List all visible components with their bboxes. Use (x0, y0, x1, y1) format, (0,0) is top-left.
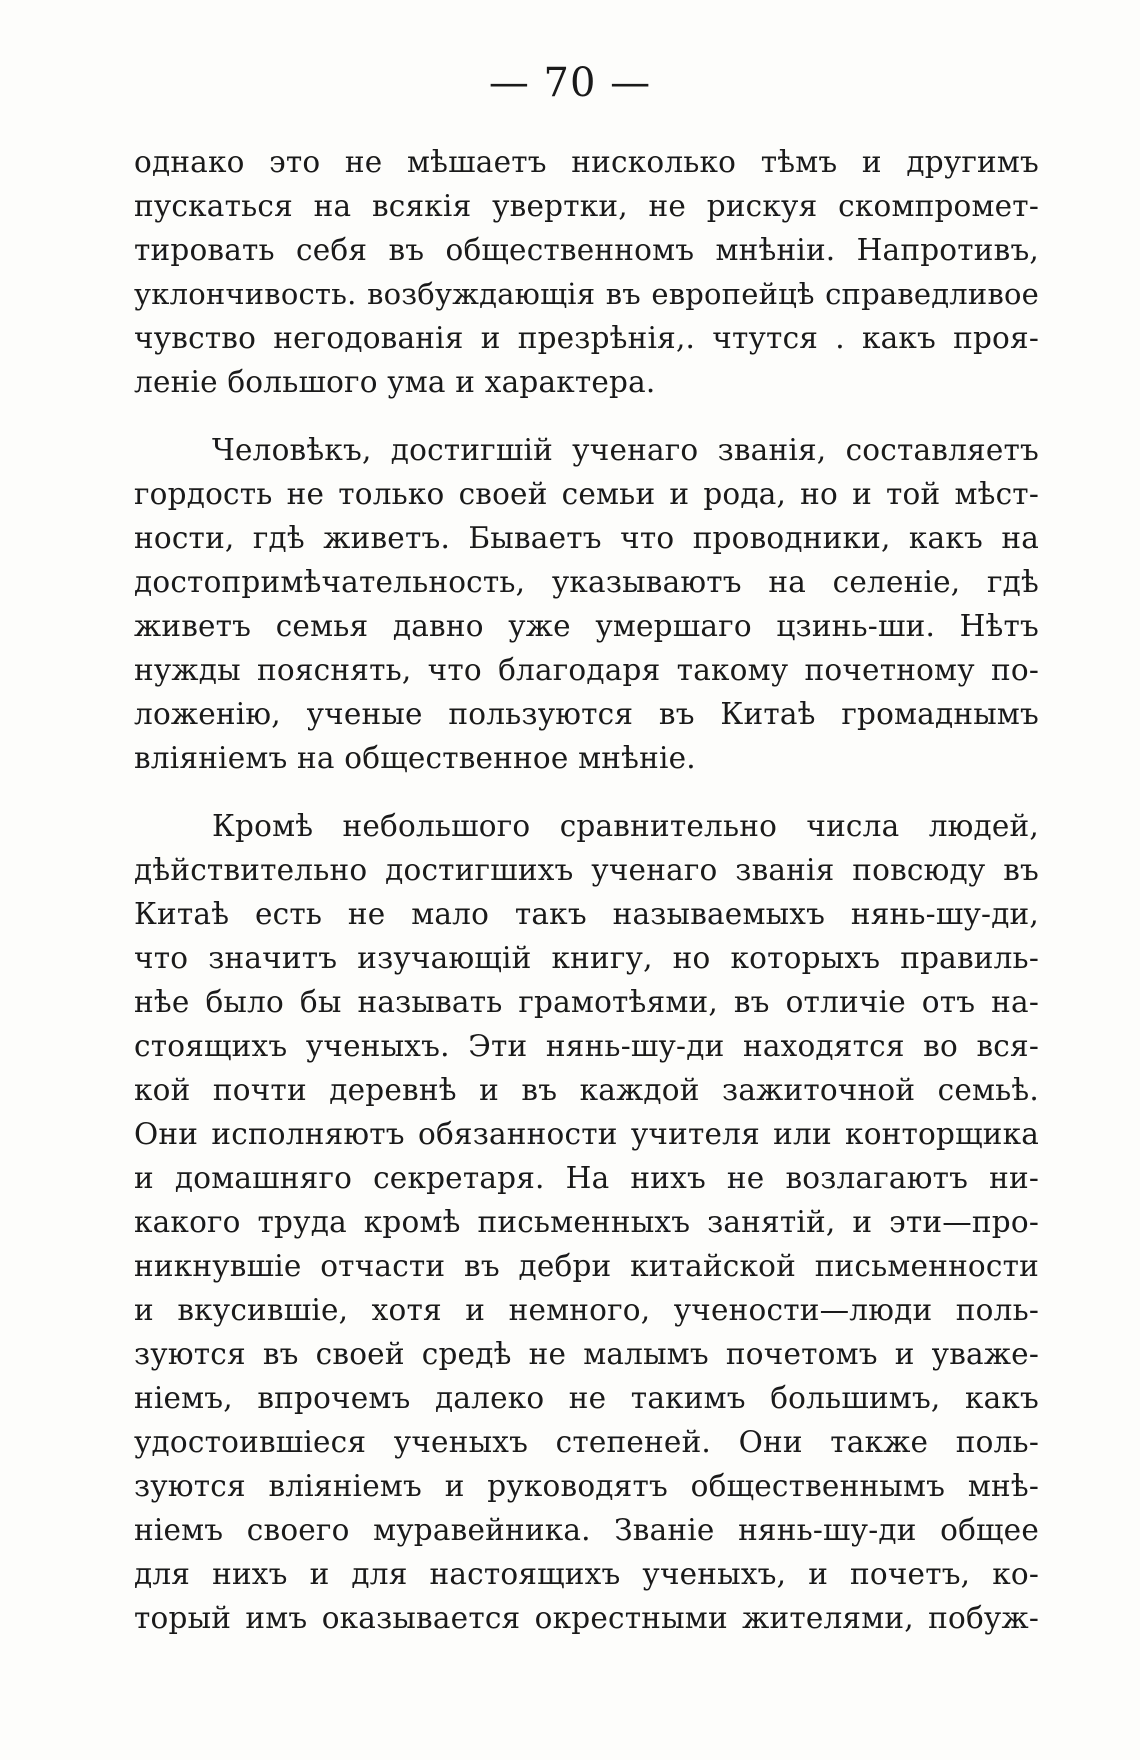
text-line: Кромѣ небольшого сравнительно числа людей, (212, 809, 1039, 843)
text-line: леніе большого ума и характера. (134, 365, 656, 399)
text-line: кой почти деревнѣ и въ каждой зажиточной семьѣ. (134, 1073, 1039, 1107)
paragraph-2 (134, 428, 1039, 780)
text-line: и вкусившіе, хотя и немного, учености—люди поль- (134, 1293, 1039, 1327)
text-line: Китаѣ есть не мало такъ называемыхъ нянь-шу-ди, (134, 897, 1039, 931)
text-line: пускаться на всякія увертки, не рискуя скомпромет- (134, 189, 1039, 223)
text-line: для нихъ и для настоящихъ ученыхъ, и почетъ, ко- (134, 1557, 1039, 1591)
text-line: никнувшіе отчасти въ дебри китайской письменности (134, 1249, 1039, 1283)
text-line: удостоившіеся ученыхъ степеней. Они также поль- (134, 1425, 1039, 1459)
text-line: гордость не только своей семьи и рода, но и той мѣст- (134, 477, 1039, 511)
text-line: живетъ семья давно уже умершаго цзинь-ши. Нѣтъ (134, 609, 1039, 643)
text-line: Они исполняютъ обязанности учителя или конторщика (134, 1117, 1039, 1151)
text-line: ніемъ, впрочемъ далеко не такимъ большимъ, какъ (134, 1381, 1039, 1415)
text-line: торый имъ оказывается окрестными жителями, побуж- (134, 1601, 1039, 1635)
text-line: дѣйствительно достигшихъ ученаго званія повсюду въ (134, 853, 1039, 887)
text-line: зуются вліяніемъ и руководятъ общественнымъ мнѣ- (134, 1469, 1039, 1503)
text-line: ности, гдѣ живетъ. Бываетъ что проводники, какъ на (134, 521, 1039, 555)
text-line: ложенію, ученые пользуются въ Китаѣ громаднымъ (134, 697, 1039, 731)
text-line: достопримѣчательность, указываютъ на селеніе, гдѣ (134, 565, 1039, 599)
text-line: однако это не мѣшаетъ нисколько тѣмъ и другимъ (134, 145, 1039, 179)
text-line: уклончивость. возбуждающія въ европейцѣ справедливое (134, 277, 1039, 311)
text-line: Человѣкъ, достигшій ученаго званія, составляетъ (212, 433, 1039, 467)
paragraph-1 (134, 140, 1039, 404)
paragraph-3 (134, 804, 1039, 1640)
text-line: вліяніемъ на общественное мнѣніе. (134, 741, 696, 775)
page-number: — 70 — (488, 60, 652, 106)
text-line: какого труда кромѣ письменныхъ занятій, и эти—про- (134, 1205, 1039, 1239)
text-line: чувство негодованія и презрѣнія,. чтутся . какъ проя- (134, 321, 1039, 355)
text-line: зуются въ своей средѣ не малымъ почетомъ и уваже- (134, 1337, 1039, 1371)
text-line: тировать себя въ общественномъ мнѣніи. Напротивъ, (134, 233, 1039, 267)
text-line: что значитъ изучающій книгу, но которыхъ правиль- (134, 941, 1039, 975)
text-line: нужды пояснять, что благодаря такому почетному по- (134, 653, 1039, 687)
text-line: нѣе было бы называть грамотѣями, въ отличіе отъ на- (134, 985, 1039, 1019)
text-line: ніемъ своего муравейника. Званіе нянь-шу-ди общее (134, 1513, 1039, 1547)
text-line: стоящихъ ученыхъ. Эти нянь-шу-ди находятся во вся- (134, 1029, 1039, 1063)
text-line: и домашняго секретаря. На нихъ не возлагаютъ ни- (134, 1161, 1039, 1195)
